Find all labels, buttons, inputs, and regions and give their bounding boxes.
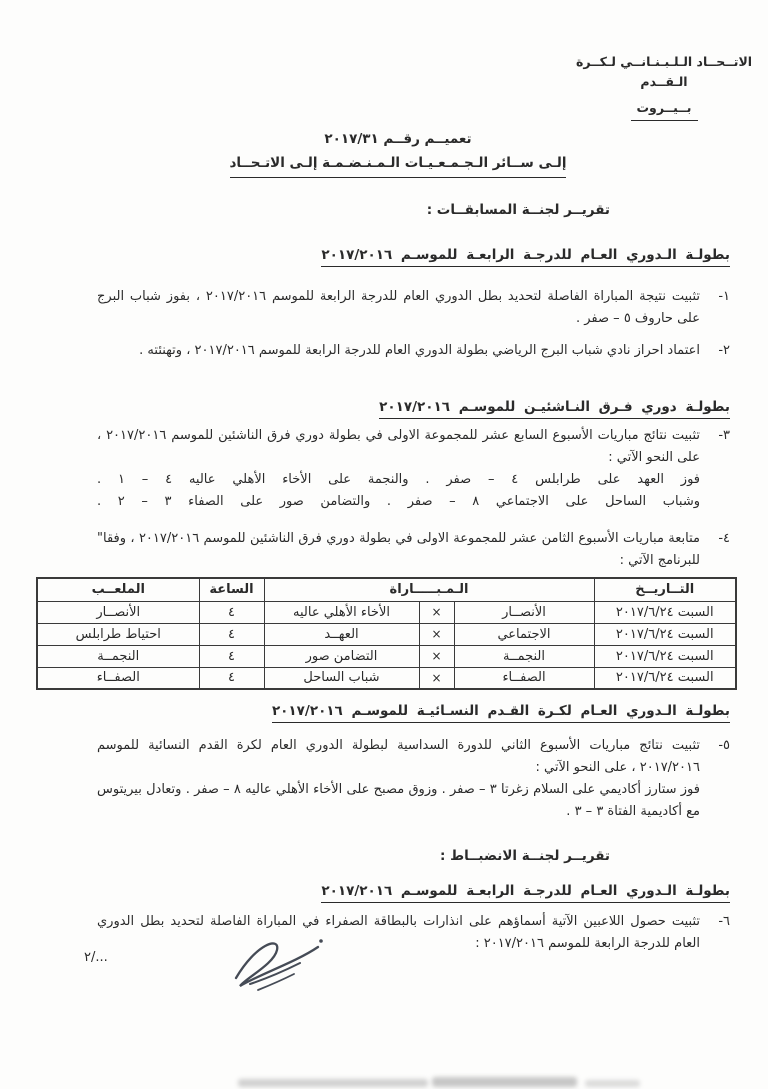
section-heading-fourth-division-discipline (321, 883, 730, 903)
match-venue: الصفــاء (37, 667, 199, 689)
circular-number: تعميــم رقــم ٢٠١٧/٣١ (324, 131, 472, 147)
item-2-text: اعتماد احراز نادي شباب البرج الرياضي بطولة الدوري العام للدرجة الرابعة للموسم ٢٠١٧/٢٠١٦ ، وتهنئته . (139, 343, 700, 358)
item-6-text: تثبيت حصول اللاعبين الآتية أسماؤهم على انذارات بالبطاقة الصفراء في المباراة الفاصلة لتحديد بطل الدوري العام للدرجة الرابعة للموسم ٢٠١٧/٢٠١٦ : (97, 914, 700, 951)
match-venue: النجمــة (37, 645, 199, 667)
col-header-venue: الملعــب (37, 578, 199, 601)
table-row (37, 645, 736, 667)
section-heading-youth-league-text: بطولـة دوري فـرق النـاشئيـن للموسـم ٢٠١٧/٢٠١٦ (379, 399, 730, 419)
match-date: السبت ٢٠١٧/٦/٢٤ (594, 601, 736, 623)
vs-mark: × (419, 667, 454, 689)
letterhead (570, 52, 758, 121)
table-row (37, 623, 736, 645)
item-3-result-line-1: فوز العهد على طرابلس ٤ – صفر . والنجمة على الأخاء الأهلي عاليه ٤ – ١ . (97, 472, 701, 487)
match-time: ٤ (199, 645, 264, 667)
signature-scribble (226, 934, 326, 1000)
item-6-number: ٦- (718, 914, 730, 929)
item-4-number: ٤- (718, 531, 730, 546)
match-date: السبت ٢٠١٧/٦/٢٤ (594, 623, 736, 645)
page-bleedthrough (432, 1077, 577, 1087)
vs-mark: × (419, 623, 454, 645)
item-2 (97, 340, 730, 362)
circular-addressee-row (198, 151, 598, 178)
item-5 (97, 735, 730, 823)
circular-addressee: إلـى ســائر الـجـمـعـيـات الـمـنـضـمـة إلـى الاتـحــاد (230, 151, 567, 178)
match-time: ٤ (199, 601, 264, 623)
table-row (37, 601, 736, 623)
item-3-body (97, 425, 700, 513)
signature-icon (226, 934, 326, 996)
item-4-text: متابعة مباريات الأسبوع الثامن عشر للمجموعة الاولى في بطولة دوري فرق الناشئين للموسم ٢٠١٧/٢٠١٦ ، وفقا" للبرنامج الآتي : (97, 531, 700, 568)
away-team: التضامن صور (264, 645, 419, 667)
discipline-report-heading: تقريــر لجنــة الانضبــاط : (440, 848, 610, 864)
vs-mark: × (419, 645, 454, 667)
item-1-text: تثبيت نتيجة المباراة الفاصلة لتحديد بطل الدوري العام للدرجة الرابعة للموسم ٢٠١٧/٢٠١٦ ، بفوز شباب البرج على حاروف ٥ – صفر . (97, 289, 700, 326)
org-name: الاتــحــاد الـلـبـنـانــي لـكــرة الـقــدم (575, 54, 753, 89)
col-header-match: الـمـبـــــاراة (264, 578, 594, 601)
section-heading-fourth-division-text: بطولـة الـدوري العـام للدرجـة الرابعـة للموسـم ٢٠١٧/٢٠١٦ (321, 247, 730, 267)
match-venue: الأنصــار (37, 601, 199, 623)
item-3-text: تثبيت نتائج مباريات الأسبوع السابع عشر للمجموعة الاولى في بطولة دوري فرق الناشئين للموسم ٢٠١٧/٢٠١٦ ، على النحو الآتي : (97, 428, 700, 465)
item-3-result-line-2: وشباب الساحل على الاجتماعي ٨ – صفر . والتضامن صور على الصفاء ٣ – ٢ . (97, 494, 701, 509)
item-4 (97, 528, 730, 572)
item-5-number: ٥- (718, 738, 730, 753)
col-header-date: التــاريــخ (594, 578, 736, 601)
item-5-body (97, 735, 700, 823)
item-6 (97, 911, 730, 955)
match-time: ٤ (199, 623, 264, 645)
match-time: ٤ (199, 667, 264, 689)
item-2-number: ٢- (718, 343, 730, 358)
away-team: الأخاء الأهلي عاليه (264, 601, 419, 623)
section-heading-fourth-division-discipline-text: بطولـة الـدوري العـام للدرجـة الرابعـة للموسـم ٢٠١٧/٢٠١٦ (321, 883, 730, 903)
section-heading-youth-league (379, 399, 730, 419)
match-schedule-table (36, 577, 737, 690)
section-heading-fourth-division (321, 247, 730, 267)
away-team: شباب الساحل (264, 667, 419, 689)
away-team: العهــد (264, 623, 419, 645)
item-3 (97, 425, 730, 513)
item-3-number: ٣- (718, 428, 730, 443)
page-bleedthrough (238, 1079, 428, 1087)
item-1-number: ١- (718, 289, 730, 304)
org-city: بــيــروت (631, 98, 698, 121)
table-row (37, 667, 736, 689)
col-header-time: الساعة (199, 578, 264, 601)
home-team: الصفــاء (454, 667, 594, 689)
item-1 (97, 286, 730, 330)
match-date: السبت ٢٠١٧/٦/٢٤ (594, 645, 736, 667)
home-team: النجمــة (454, 645, 594, 667)
home-team: الاجتماعي (454, 623, 594, 645)
table-header-row (37, 578, 736, 601)
circular-title-block (198, 127, 598, 178)
item-5-text: تثبيت نتائج مباريات الأسبوع الثاني للدورة السداسية لبطولة الدوري العام لكرة القدم النسائية للموسم ٢٠١٧/٢٠١٦ ، على النحو الآتي : (97, 738, 700, 775)
section-heading-womens-league (272, 703, 730, 723)
page-continuation-marker: ٢/... (84, 950, 108, 965)
match-date: السبت ٢٠١٧/٦/٢٤ (594, 667, 736, 689)
home-team: الأنصــار (454, 601, 594, 623)
section-heading-womens-league-text: بطولـة الـدوري العـام لكـرة القـدم النسـائيـة للموسـم ٢٠١٧/٢٠١٦ (272, 703, 730, 723)
competitions-report-heading: تقريــر لجنــة المسابقــات : (426, 202, 610, 218)
page-bleedthrough (585, 1080, 640, 1087)
match-venue: احتياط طرابلس (37, 623, 199, 645)
org-city-row (570, 92, 758, 121)
item-5-results: فوز ستارز أكاديمي على السلام زغرتا ٣ – صفر . وزوق مصبح على الأخاء الأهلي عاليه ٨ – صفر . وتعادل بيريتوس مع أكاديمية الفتاة ٣ – ٣ . (97, 782, 700, 819)
vs-mark: × (419, 601, 454, 623)
